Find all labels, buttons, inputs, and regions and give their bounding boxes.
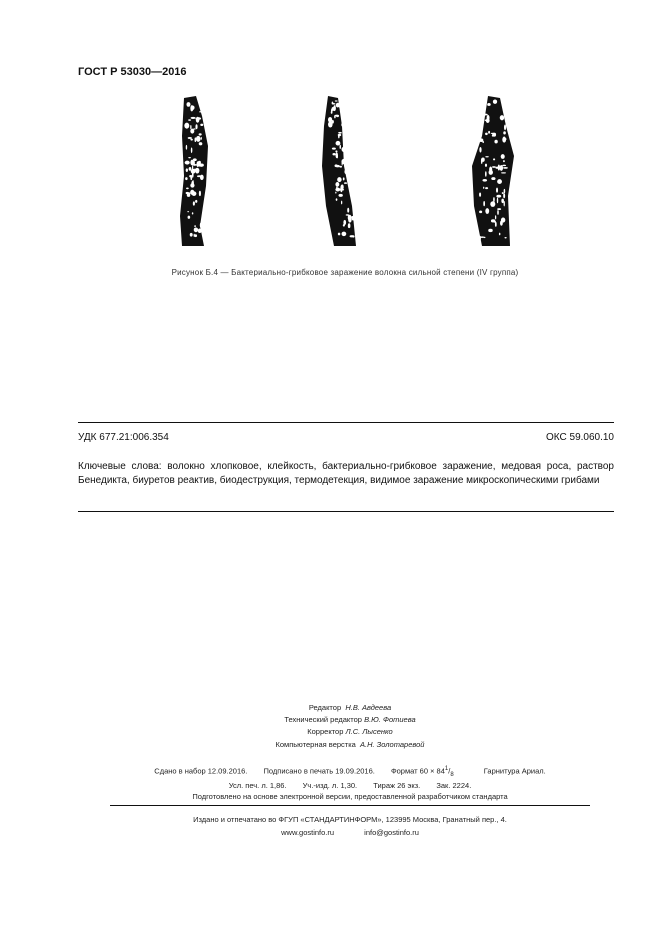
fiber-speckle [487, 103, 491, 106]
fiber-speckle [503, 131, 506, 134]
fiber-speckle [335, 115, 339, 117]
credit-role: Редактор [308, 703, 342, 712]
fiber-speckle [501, 172, 506, 173]
credit-name: А.Н. Золотаревой [360, 740, 425, 749]
credit-name: Н.В. Авдеева [345, 703, 392, 712]
fiber-speckle [495, 215, 496, 219]
format-fraction-num: 1 [444, 766, 449, 772]
fiber-speckle [190, 105, 193, 111]
fiber-speckle [504, 189, 506, 193]
credit-layout [0, 740, 661, 749]
fiber-speckle [503, 193, 505, 198]
fiber-speckle [496, 188, 498, 193]
fiber-speckle [504, 201, 505, 206]
fiber-speckle [186, 168, 188, 172]
fiber-speckle [200, 124, 203, 126]
imprint-line-1: Сдано в набор 12.09.2016. Подписано в печать 19.09.2016. Формат $60 \times 84^1/_8$ Гарнитура Ариал. [154, 766, 546, 778]
fiber-speckle [342, 147, 345, 152]
fiber-speckle [346, 163, 349, 165]
fiber-speckle [335, 192, 336, 194]
publisher-website[interactable]: www.gostinfo.ru [281, 828, 335, 837]
fiber-speckle [188, 119, 191, 121]
fiber-speckle [332, 101, 334, 104]
fiber-speckle [501, 218, 505, 223]
fiber-speckle [332, 148, 336, 150]
fiber-speckle [186, 145, 187, 150]
fiber-speckle [195, 137, 197, 142]
fiber-speckle [335, 188, 340, 192]
fiber-speckle [484, 237, 486, 238]
fiber-speckle [481, 158, 483, 164]
imprint-run: Тираж 26 экз. [373, 781, 421, 790]
fiber-speckle [485, 171, 487, 177]
fiber-speckle [483, 187, 484, 189]
imprint-prepared: Подготовлено на основе электронной версии, предоставленной разработчиком стандарта [192, 792, 508, 801]
fiber-speckle [499, 233, 501, 236]
fiber-speckle [497, 198, 498, 204]
fiber-speckle [335, 165, 339, 167]
fiber-speckle [495, 167, 498, 169]
fiber-speckle [341, 201, 342, 205]
credit-role: Технический редактор [284, 715, 362, 724]
imprint-pub-sheets: Уч.-изд. л. 1,30. [302, 781, 358, 790]
keywords: Ключевые слова: волокно хлопковое, клейкость, бактериально-грибковое заражение, медовая роса, раствор Бенедикта, биуретов реактив, биодеструкция, термодетекция, видимое заражение микроскопическими грибами [78, 461, 614, 486]
fiber-speckle [186, 124, 188, 125]
fiber-speckle [493, 100, 497, 104]
imprint-line-2 [0, 781, 661, 790]
fiber-speckle [194, 225, 196, 227]
fiber-speckle [332, 153, 335, 155]
fiber-speckle [194, 234, 197, 237]
fiber-speckle [195, 124, 197, 129]
credit-role: Корректор [307, 727, 344, 736]
fiber-speckle [195, 168, 199, 174]
credit-editor [0, 703, 661, 712]
fiber-speckle [346, 214, 349, 215]
fiber-speckle [338, 194, 342, 197]
fiber-speckle [190, 139, 192, 141]
fiber-speckle [336, 141, 341, 146]
fiber-speckle [195, 200, 197, 203]
fiber-speckle [198, 229, 202, 233]
fiber-speckle [200, 222, 203, 228]
fiber-speckle [193, 158, 197, 161]
fiber-speckle [191, 147, 193, 153]
fiber-body [472, 96, 514, 246]
fiber-speckle [338, 233, 340, 236]
fiber-speckle [497, 210, 499, 215]
fiber-speckle [200, 175, 204, 180]
fiber-speckle [497, 208, 501, 210]
fiber-speckle [342, 232, 347, 237]
fiber-speckle [491, 177, 495, 180]
imprint-format: Формат 60 × 84 [390, 766, 445, 776]
fiber-speckle [196, 117, 200, 123]
fiber-speckle [491, 219, 495, 222]
publisher-line: Издано и отпечатано во ФГУП «СТАНДАРТИНФОРМ», 123995 Москва, Гранатный пер., 4. [193, 815, 507, 824]
fiber-speckle [189, 167, 192, 171]
fiber-speckle [186, 187, 189, 189]
fiber-speckle [199, 142, 203, 145]
fiber-speckle [192, 164, 197, 166]
publisher-contacts [0, 828, 661, 837]
fiber-speckle [193, 128, 195, 129]
fiber-speckle [502, 165, 506, 167]
fiber-speckle [500, 165, 503, 171]
udk-code: УДК 677.21:006.354 [78, 432, 169, 443]
fiber-speckle [501, 154, 505, 159]
fiber-speckle [348, 216, 352, 220]
fiber-speckle [485, 156, 489, 157]
fiber-speckle [335, 182, 339, 187]
fiber-image-3 [468, 96, 518, 248]
fiber-speckle [190, 233, 193, 237]
fiber-speckle [343, 143, 346, 147]
credit-name: Л.С. Лысенко [345, 727, 393, 736]
fiber-speckle [347, 142, 348, 143]
fiber-speckle [479, 138, 483, 142]
fiber-speckle [199, 191, 201, 196]
fiber-speckle [480, 236, 485, 238]
fiber-speckle [345, 151, 349, 157]
fiber-speckle [336, 152, 338, 158]
fiber-speckle [504, 124, 506, 130]
fiber-speckle [503, 160, 505, 162]
fiber-speckle [199, 164, 204, 167]
fiber-speckle [185, 161, 190, 165]
fiber-speckle [483, 114, 487, 116]
fiber-speckle [191, 117, 196, 119]
fiber-speckle [492, 166, 496, 168]
fiber-speckle [345, 132, 347, 137]
fiber-speckle [503, 138, 506, 140]
imprint-font: Гарнитура Ариал. [483, 766, 546, 776]
fiber-body [322, 96, 356, 246]
fiber-speckle [197, 161, 200, 167]
fiber-speckle [341, 123, 344, 127]
fiber-speckle [352, 236, 354, 238]
imprint-print-sheets: Усл. печ. л. 1,86. [228, 781, 287, 790]
fiber-speckle [199, 111, 201, 113]
fiber-speckle [187, 192, 191, 194]
imprint-signed: Подписано в печать 19.09.2016. [263, 766, 375, 776]
fiber-speckle [339, 145, 341, 149]
publisher-email[interactable]: info@gostinfo.ru [364, 828, 419, 837]
fiber-speckle [342, 100, 346, 102]
fiber-speckle [483, 201, 485, 206]
fiber-speckle [339, 106, 344, 108]
fiber-speckle [342, 160, 346, 162]
fiber-speckle [344, 169, 348, 174]
fiber-speckle [496, 195, 501, 198]
divider [110, 805, 590, 806]
fiber-speckle [502, 192, 504, 194]
fiber-speckle [494, 140, 497, 144]
fiber-speckle [344, 182, 347, 184]
fiber-speckle [336, 198, 338, 201]
fiber-speckle [199, 133, 202, 135]
fiber-speckle [489, 166, 492, 172]
divider [78, 422, 614, 423]
fiber-speckle [196, 136, 201, 142]
fiber-speckle [194, 227, 198, 232]
fiber-speckle [184, 123, 189, 129]
fiber-speckle [501, 199, 504, 203]
fiber-speckle [190, 125, 191, 129]
fiber-speckle [201, 137, 202, 140]
figure-caption: Рисунок Б.4 — Бактериально-грибковое заражение волокна сильной степени (IV группа) [171, 268, 519, 277]
fiber-speckle [188, 216, 191, 219]
credit-tech-editor [0, 715, 661, 724]
fiber-speckle [328, 117, 332, 123]
fiber-speckle [331, 109, 333, 113]
fiber-speckle [497, 179, 502, 184]
fiber-speckle [186, 102, 190, 107]
fiber-speckle [332, 120, 334, 124]
fiber-speckle [479, 210, 482, 213]
fiber-speckle [191, 169, 196, 174]
fiber-speckle [335, 100, 338, 101]
fiber-image-1 [178, 96, 228, 248]
fiber-speckle [343, 220, 346, 225]
fiber-speckle [485, 187, 488, 189]
fiber-speckle [491, 133, 496, 134]
fiber-speckle [187, 211, 189, 212]
fiber-speckle [347, 208, 349, 213]
credit-role: Компьютерная верстка [275, 740, 356, 749]
fiber-speckle [485, 164, 487, 167]
fiber-speckle [485, 133, 488, 135]
fiber-speckle [188, 157, 191, 158]
fiber-speckle [339, 166, 342, 168]
fiber-speckle [479, 193, 481, 197]
fiber-speckle [192, 212, 194, 214]
fiber-speckle [493, 158, 495, 160]
credit-corrector [0, 727, 661, 736]
fiber-speckle [485, 119, 489, 121]
imprint-sent: Сдано в набор 12.09.2016. [154, 766, 248, 776]
fiber-speckle [479, 147, 481, 153]
fiber-speckle [488, 229, 492, 232]
divider [78, 511, 614, 512]
fiber-speckle [495, 222, 497, 227]
oks-code: ОКС 59.060.10 [546, 432, 614, 443]
fiber-speckle [185, 177, 187, 180]
fiber-speckle [349, 173, 351, 176]
fiber-speckle [338, 135, 340, 139]
fiber-speckle [490, 201, 495, 207]
fiber-speckle [352, 217, 355, 221]
fiber-speckle [338, 132, 342, 134]
fiber-speckle [485, 208, 489, 214]
fiber-speckle [193, 201, 195, 205]
fiber-speckle [348, 223, 351, 228]
fiber-speckle [504, 237, 506, 238]
format-fraction-den: 8 [450, 772, 454, 778]
fiber-speckle [190, 190, 194, 195]
fiber-speckle [488, 131, 490, 134]
fiber-speckle [188, 137, 192, 139]
fiber-speckle [343, 177, 345, 180]
fiber-speckle [503, 167, 508, 169]
standard-number: ГОСТ Р 53030—2016 [78, 66, 187, 78]
fiber-speckle [482, 179, 487, 182]
fiber-speckle [500, 115, 504, 120]
fiber-image-2 [316, 96, 366, 248]
fiber-speckle [335, 150, 337, 152]
fiber-speckle [337, 177, 341, 182]
fiber-speckle [189, 175, 192, 177]
imprint-order: Зак. 2224. [436, 781, 472, 790]
credit-name: В.Ю. Фотиева [364, 715, 416, 724]
fiber-speckle [192, 180, 194, 186]
fiber-speckle [479, 236, 481, 240]
